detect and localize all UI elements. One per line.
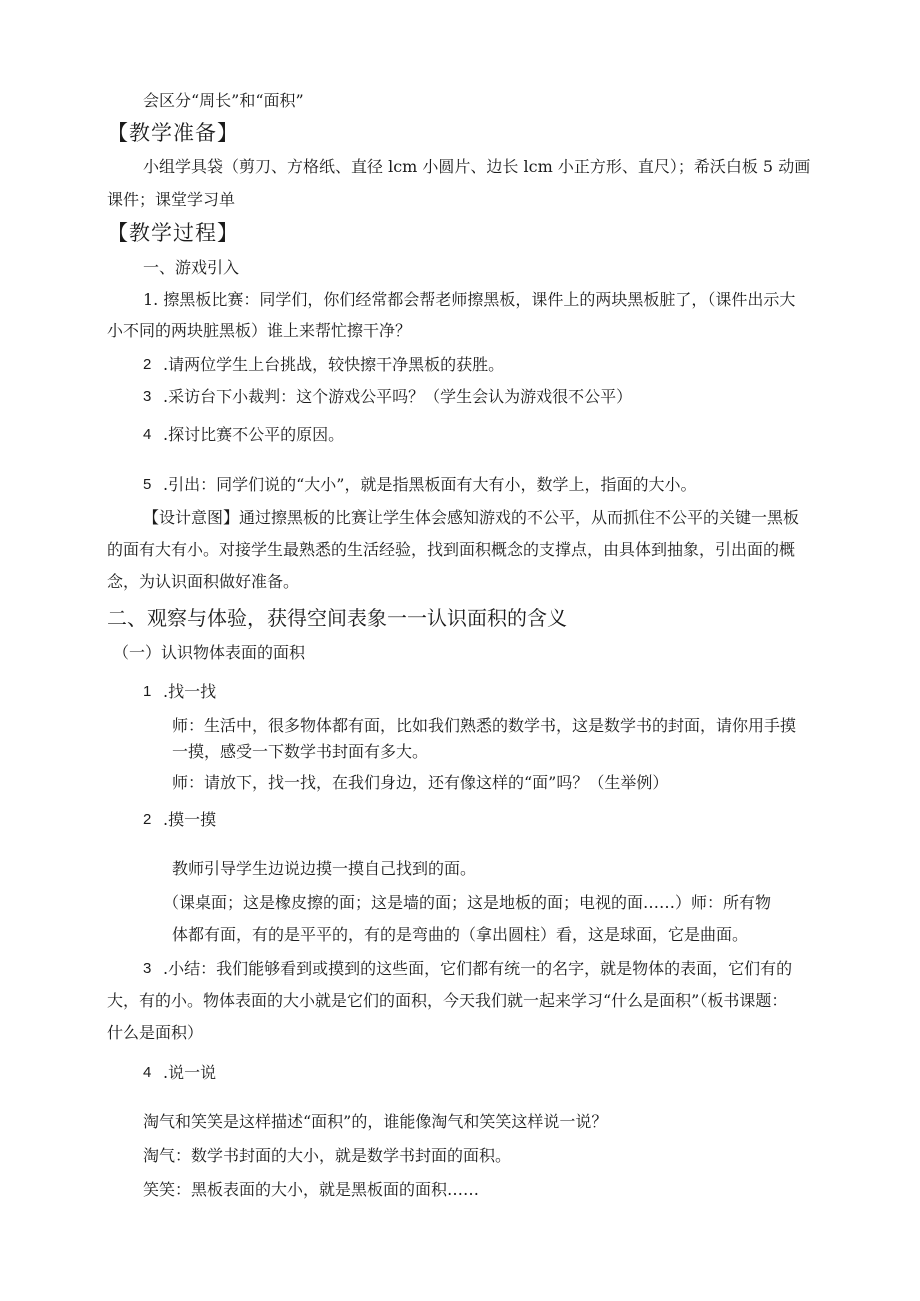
step-2-number: 2	[143, 811, 152, 828]
item-4-number: 4	[143, 426, 152, 443]
item-1-line-1: 1. 擦黑板比赛：同学们，你们经常都会帮老师擦黑板，课件上的两块黑板脏了，（课件出示大	[143, 290, 796, 309]
item-3-text: .采访台下小裁判：这个游戏公平吗？（学生会认为游戏很不公平）	[163, 387, 633, 406]
step-4-number: 4	[143, 1064, 152, 1081]
item-4-text: .探讨比赛不公平的原因。	[163, 425, 345, 444]
subsection-1-title: （一）认识物体表面的面积	[113, 643, 306, 662]
item-3-number: 3	[143, 388, 152, 405]
step-2-para-2-line-1: （课桌面；这是橡皮擦的面；这是墙的面；这是地板的面；电视的面……）师：所有物	[163, 893, 772, 912]
step-3-line-2: 大，有的小。物体表面的大小就是它们的面积，今天我们就一起来学习“什么是面积”（板书课题：	[107, 991, 788, 1010]
step-3-line-1: .小结：我们能够看到或摸到的这些面，它们都有统一的名字，就是物体的表面，它们有的	[163, 959, 793, 978]
step-2-title: .摸一摸	[163, 810, 217, 829]
process-heading: 【教学过程】	[107, 221, 239, 245]
design-intent-line-2: 的面有大有小。对接学生最熟悉的生活经验，找到面积概念的支撑点，由具体到抽象，引出面的概	[107, 540, 796, 559]
step-4-para-2: 淘气：数学书封面的大小，就是数学书封面的面积。	[143, 1146, 512, 1165]
design-intent-line-1: 【设计意图】通过擦黑板的比赛让学生体会感知游戏的不公平，从而抓住不公平的关键一黑板	[143, 508, 800, 527]
step-1-para-1-line-2: 一摸，感受一下数学书封面有多大。	[172, 742, 429, 761]
step-4-para-3: 笑笑：黑板表面的大小，就是黑板面的面积……	[143, 1180, 480, 1199]
item-2-number: 2	[143, 356, 152, 373]
step-4-title: .说一说	[163, 1063, 217, 1082]
step-3-line-3: 什么是面积）	[107, 1023, 204, 1042]
intro-line: 会区分“周长”和“面积”	[143, 91, 304, 110]
section-2-title: 二、观察与体验，获得空间表象一一认识面积的含义	[107, 606, 567, 630]
section-1-title: 一、游戏引入	[143, 258, 240, 277]
prep-line-2: 课件；课堂学习单	[107, 190, 236, 209]
design-intent-line-3: 念，为认识面积做好准备。	[107, 572, 300, 591]
item-5-number: 5	[143, 476, 152, 493]
step-2-para-1: 教师引导学生边说边摸一摸自己找到的面。	[172, 859, 477, 878]
prep-line-1: 小组学具袋（剪刀、方格纸、直径 lcm 小圆片、边长 lcm 小正方形、直尺）；希沃白板 5 动画	[143, 157, 811, 176]
prep-heading: 【教学准备】	[107, 121, 239, 145]
step-1-title: .找一找	[163, 682, 217, 701]
item-2-text: .请两位学生上台挑战，较快擦干净黑板的获胜。	[163, 355, 505, 374]
step-1-number: 1	[143, 683, 152, 700]
step-4-para-1: 淘气和笑笑是这样描述“面积”的，谁能像淘气和笑笑这样说一说？	[143, 1112, 608, 1131]
item-5-text: .引出：同学们说的“大小”，就是指黑板面有大有小，数学上，指面的大小。	[163, 475, 697, 494]
step-1-para-2: 师：请放下，找一找，在我们身边，还有像这样的“面”吗？（生举例）	[172, 773, 669, 792]
step-2-para-2-line-2: 体都有面，有的是平平的，有的是弯曲的（拿出圆柱）看，这是球面，它是曲面。	[172, 925, 749, 944]
step-1-para-1-line-1: 师：生活中，很多物体都有面，比如我们熟悉的数学书，这是数学书的封面，请你用手摸	[172, 716, 797, 735]
step-3-number: 3	[143, 960, 152, 977]
item-1-line-2: 小不同的两块脏黑板）谁上来帮忙擦干净？	[107, 321, 412, 340]
